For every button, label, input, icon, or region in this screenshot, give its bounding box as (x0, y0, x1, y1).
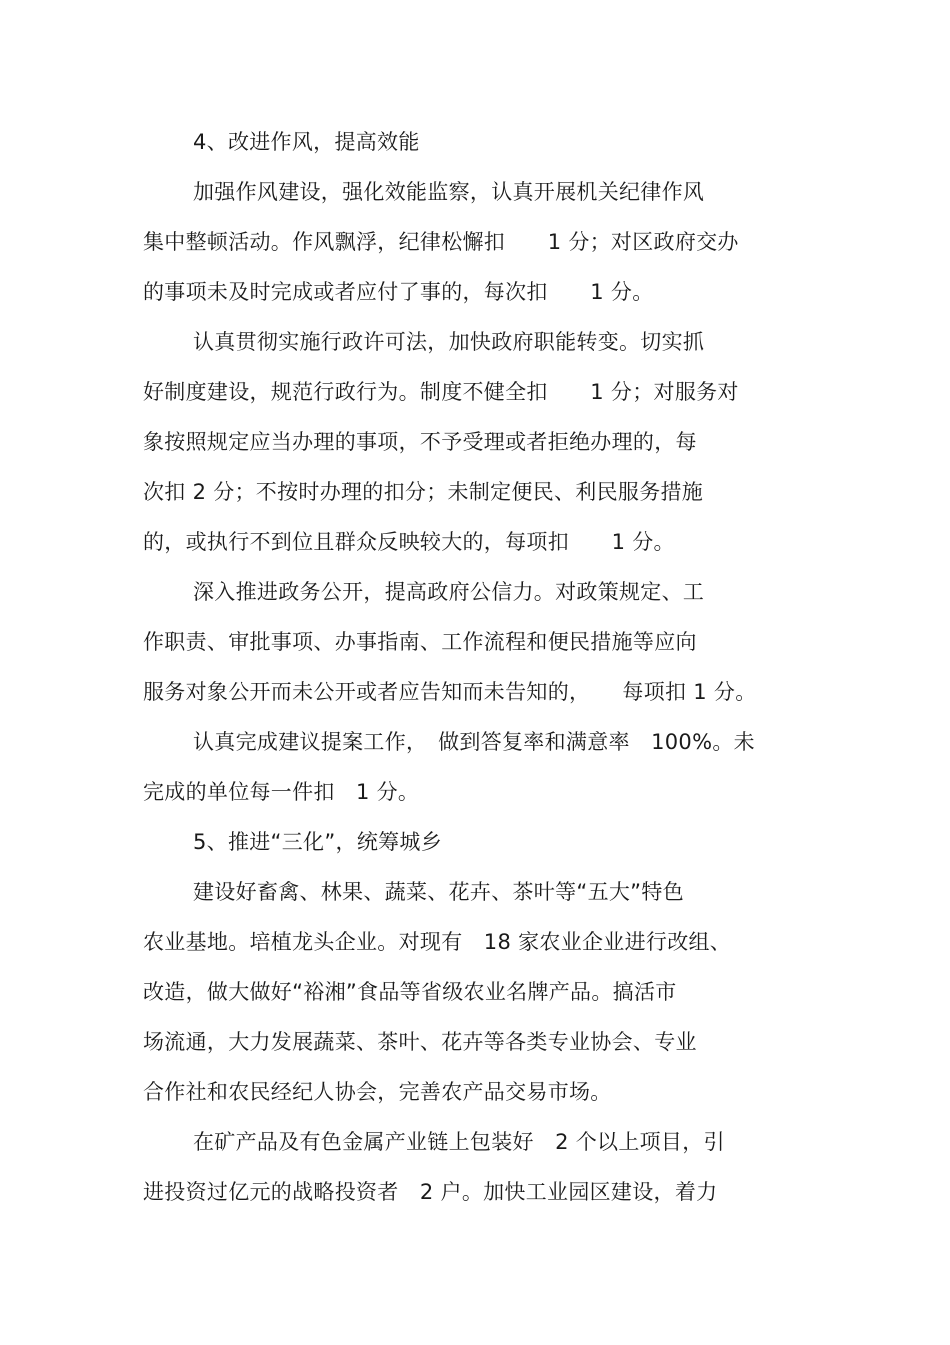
paragraph-line: 完成的单位每一件扣 1 分。 (143, 780, 420, 804)
paragraph-line: 服务对象公开而未公开或者应告知而未告知的， 每项扣 1 分。 (143, 680, 757, 704)
paragraph-line: 加强作风建设，强化效能监察，认真开展机关纪律作风 (193, 180, 705, 204)
paragraph-line: 好制度建设，规范行政行为。制度不健全扣 1 分；对服务对 (143, 380, 739, 404)
paragraph-line: 集中整顿活动。作风飘浮，纪律松懈扣 1 分；对区政府交办 (143, 230, 739, 254)
paragraph-line: 认真完成建议提案工作， 做到答复率和满意率 100%。未 (193, 730, 755, 754)
paragraph-line: 在矿产品及有色金属产业链上包装好 2 个以上项目，引 (193, 1130, 725, 1154)
paragraph-line: 场流通，大力发展蔬菜、茶叶、花卉等各类专业协会、专业 (143, 1030, 697, 1054)
paragraph-line: 次扣 2 分；不按时办理的扣分；未制定便民、利民服务措施 (143, 480, 704, 504)
paragraph-line: 改造，做大做好“裕湘”食品等省级农业名牌产品。搞活市 (143, 980, 677, 1004)
paragraph-line: 进投资过亿元的战略投资者 2 户。加快工业园区建设，着力 (143, 1180, 718, 1204)
paragraph-line: 的事项未及时完成或者应付了事的，每次扣 1 分。 (143, 280, 654, 304)
paragraph-line: 建设好畜禽、林果、蔬菜、花卉、茶叶等“五大”特色 (193, 880, 684, 904)
paragraph-line: 农业基地。培植龙头企业。对现有 18 家农业企业进行改组、 (143, 930, 732, 954)
paragraph-line: 合作社和农民经纪人协会，完善农产品交易市场。 (143, 1080, 612, 1104)
section-heading-4: 4、改进作风，提高效能 (193, 130, 420, 154)
section-heading-5: 5、推进“三化”，统筹城乡 (193, 830, 443, 854)
paragraph-line: 深入推进政务公开，提高政府公信力。对政策规定、工 (193, 580, 705, 604)
paragraph-line: 的，或执行不到位且群众反映较大的，每项扣 1 分。 (143, 530, 675, 554)
paragraph-line: 象按照规定应当办理的事项，不予受理或者拒绝办理的，每 (143, 430, 697, 454)
paragraph-line: 认真贯彻实施行政许可法，加快政府职能转变。切实抓 (193, 330, 705, 354)
paragraph-line: 作职责、审批事项、办事指南、工作流程和便民措施等应向 (143, 630, 697, 654)
